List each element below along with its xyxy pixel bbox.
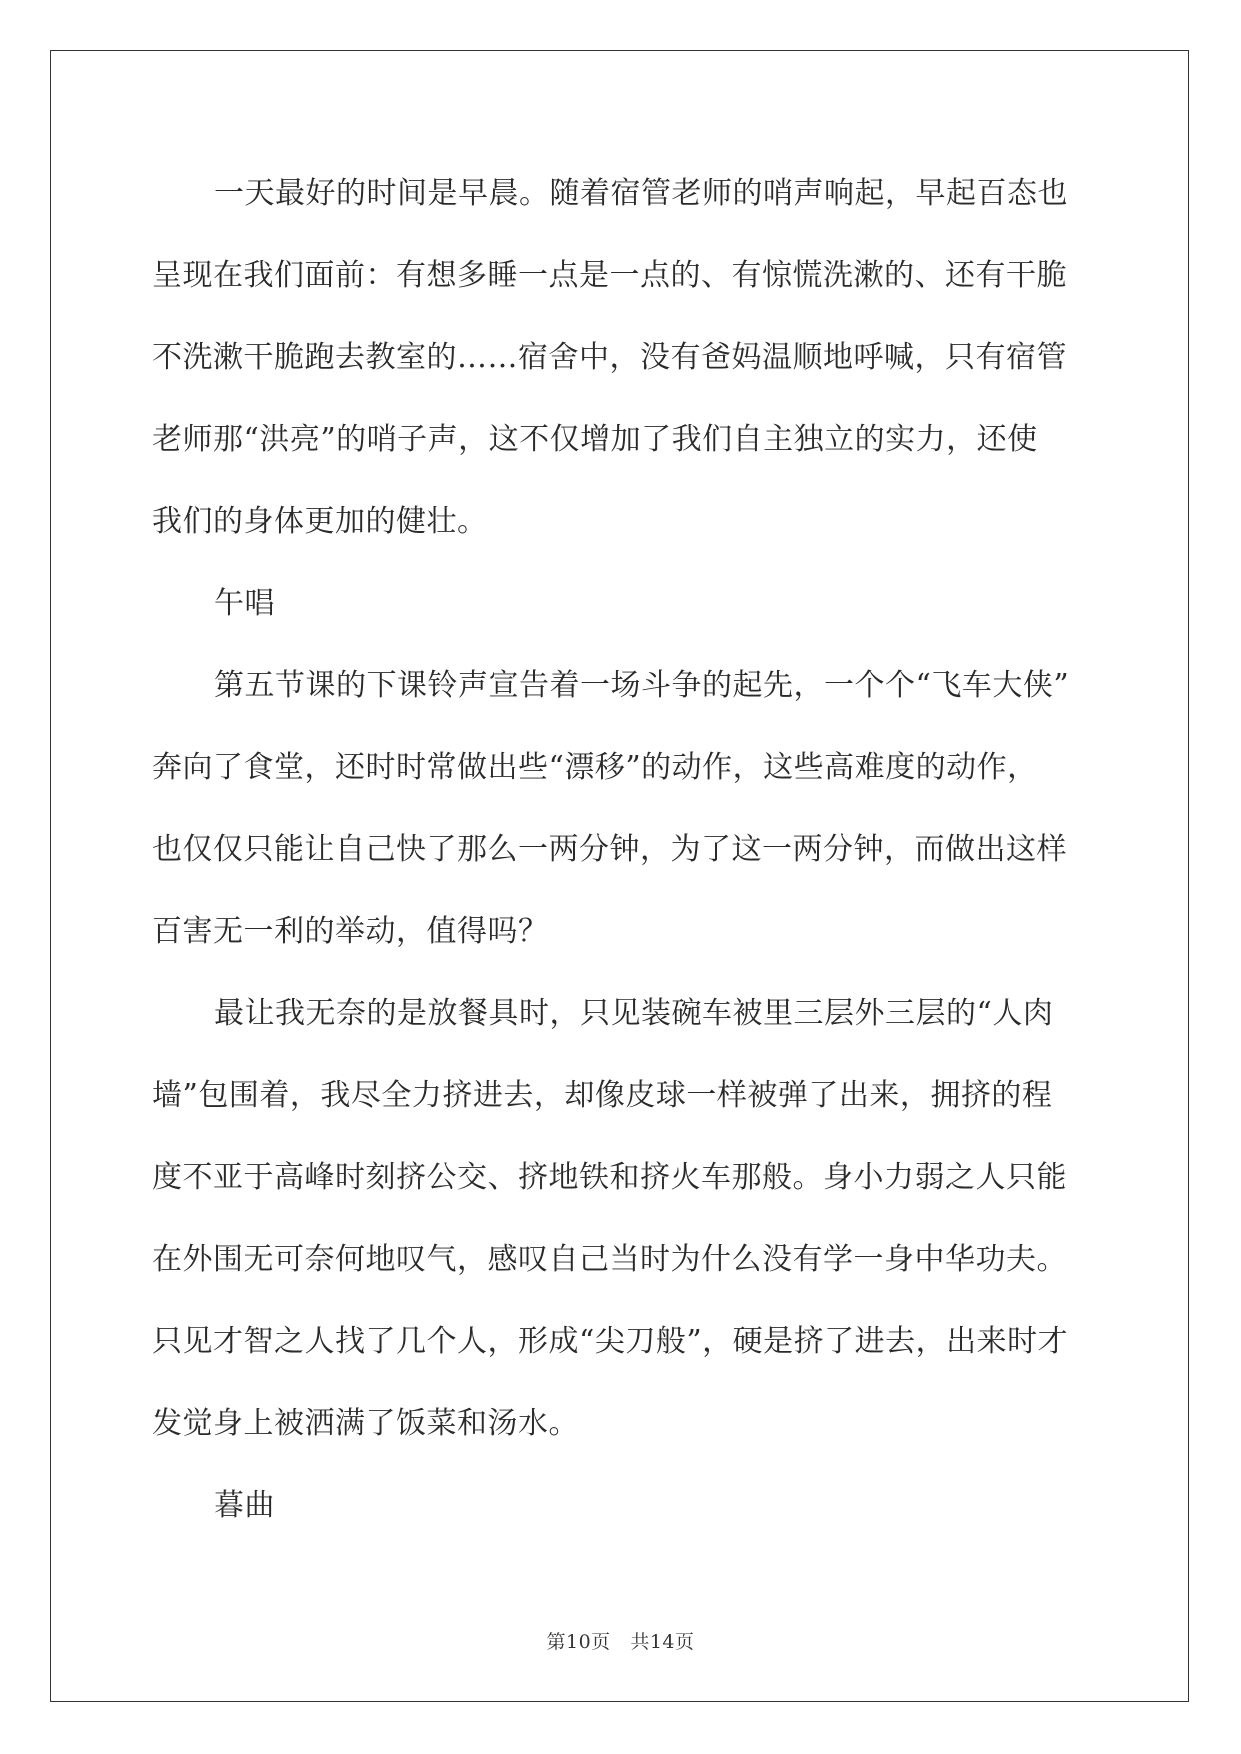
- page-total: 共14页: [630, 1631, 695, 1653]
- page-number: 第10页: [546, 1631, 611, 1653]
- document-body: [152, 165, 1092, 1559]
- paragraph-morning-line-1: 一天最好的时间是早晨。随着宿管老师的哨声响起，早起百态也: [214, 176, 1068, 211]
- section-heading-noon: 午唱: [214, 586, 275, 621]
- page-footer: [0, 1627, 1241, 1654]
- paragraph-dishes-line-3: 度不亚于高峰时刻挤公交、挤地铁和挤火车那般。身小力弱之人只能: [152, 1160, 1067, 1195]
- paragraph-noon-line-2: 奔向了食堂，还时时常做出些“漂移”的动作，这些高难度的动作，: [152, 750, 1038, 785]
- paragraph-morning-line-4: 老师那“洪亮”的哨子声，这不仅增加了我们自主独立的实力，还使: [152, 422, 1038, 457]
- paragraph-dishes-line-2: 墙”包围着，我尽全力挤进去，却像皮球一样被弹了出来，拥挤的程: [152, 1078, 1053, 1113]
- paragraph-morning-line-2: 呈现在我们面前：有想多睡一点是一点的、有惊慌洗漱的、还有干脆: [152, 258, 1067, 293]
- paragraph-dishes-line-5: 只见才智之人找了几个人，形成“尖刀般”，硬是挤了进去，出来时才: [152, 1324, 1069, 1359]
- paragraph-morning-line-5: 我们的身体更加的健壮。: [152, 504, 488, 539]
- paragraph-noon-line-3: 也仅仅只能让自己快了那么一两分钟，为了这一两分钟，而做出这样: [152, 832, 1067, 867]
- paragraph-dishes-line-1: 最让我无奈的是放餐具时，只见装碗车被里三层外三层的“人肉: [214, 996, 1054, 1031]
- paragraph-noon-line-4: 百害无一利的举动，值得吗？: [152, 914, 549, 949]
- paragraph-morning-line-3: 不洗漱干脆跑去教室的……宿舍中，没有爸妈温顺地呼喊，只有宿管: [152, 340, 1067, 375]
- paragraph-dishes-line-4: 在外围无可奈何地叹气，感叹自己当时为什么没有学一身中华功夫。: [152, 1242, 1067, 1277]
- section-heading-evening: 暮曲: [214, 1488, 275, 1523]
- paragraph-dishes-line-6: 发觉身上被洒满了饭菜和汤水。: [152, 1406, 579, 1441]
- paragraph-noon-line-1: 第五节课的下课铃声宣告着一场斗争的起先，一个个“飞车大侠”: [214, 668, 1070, 703]
